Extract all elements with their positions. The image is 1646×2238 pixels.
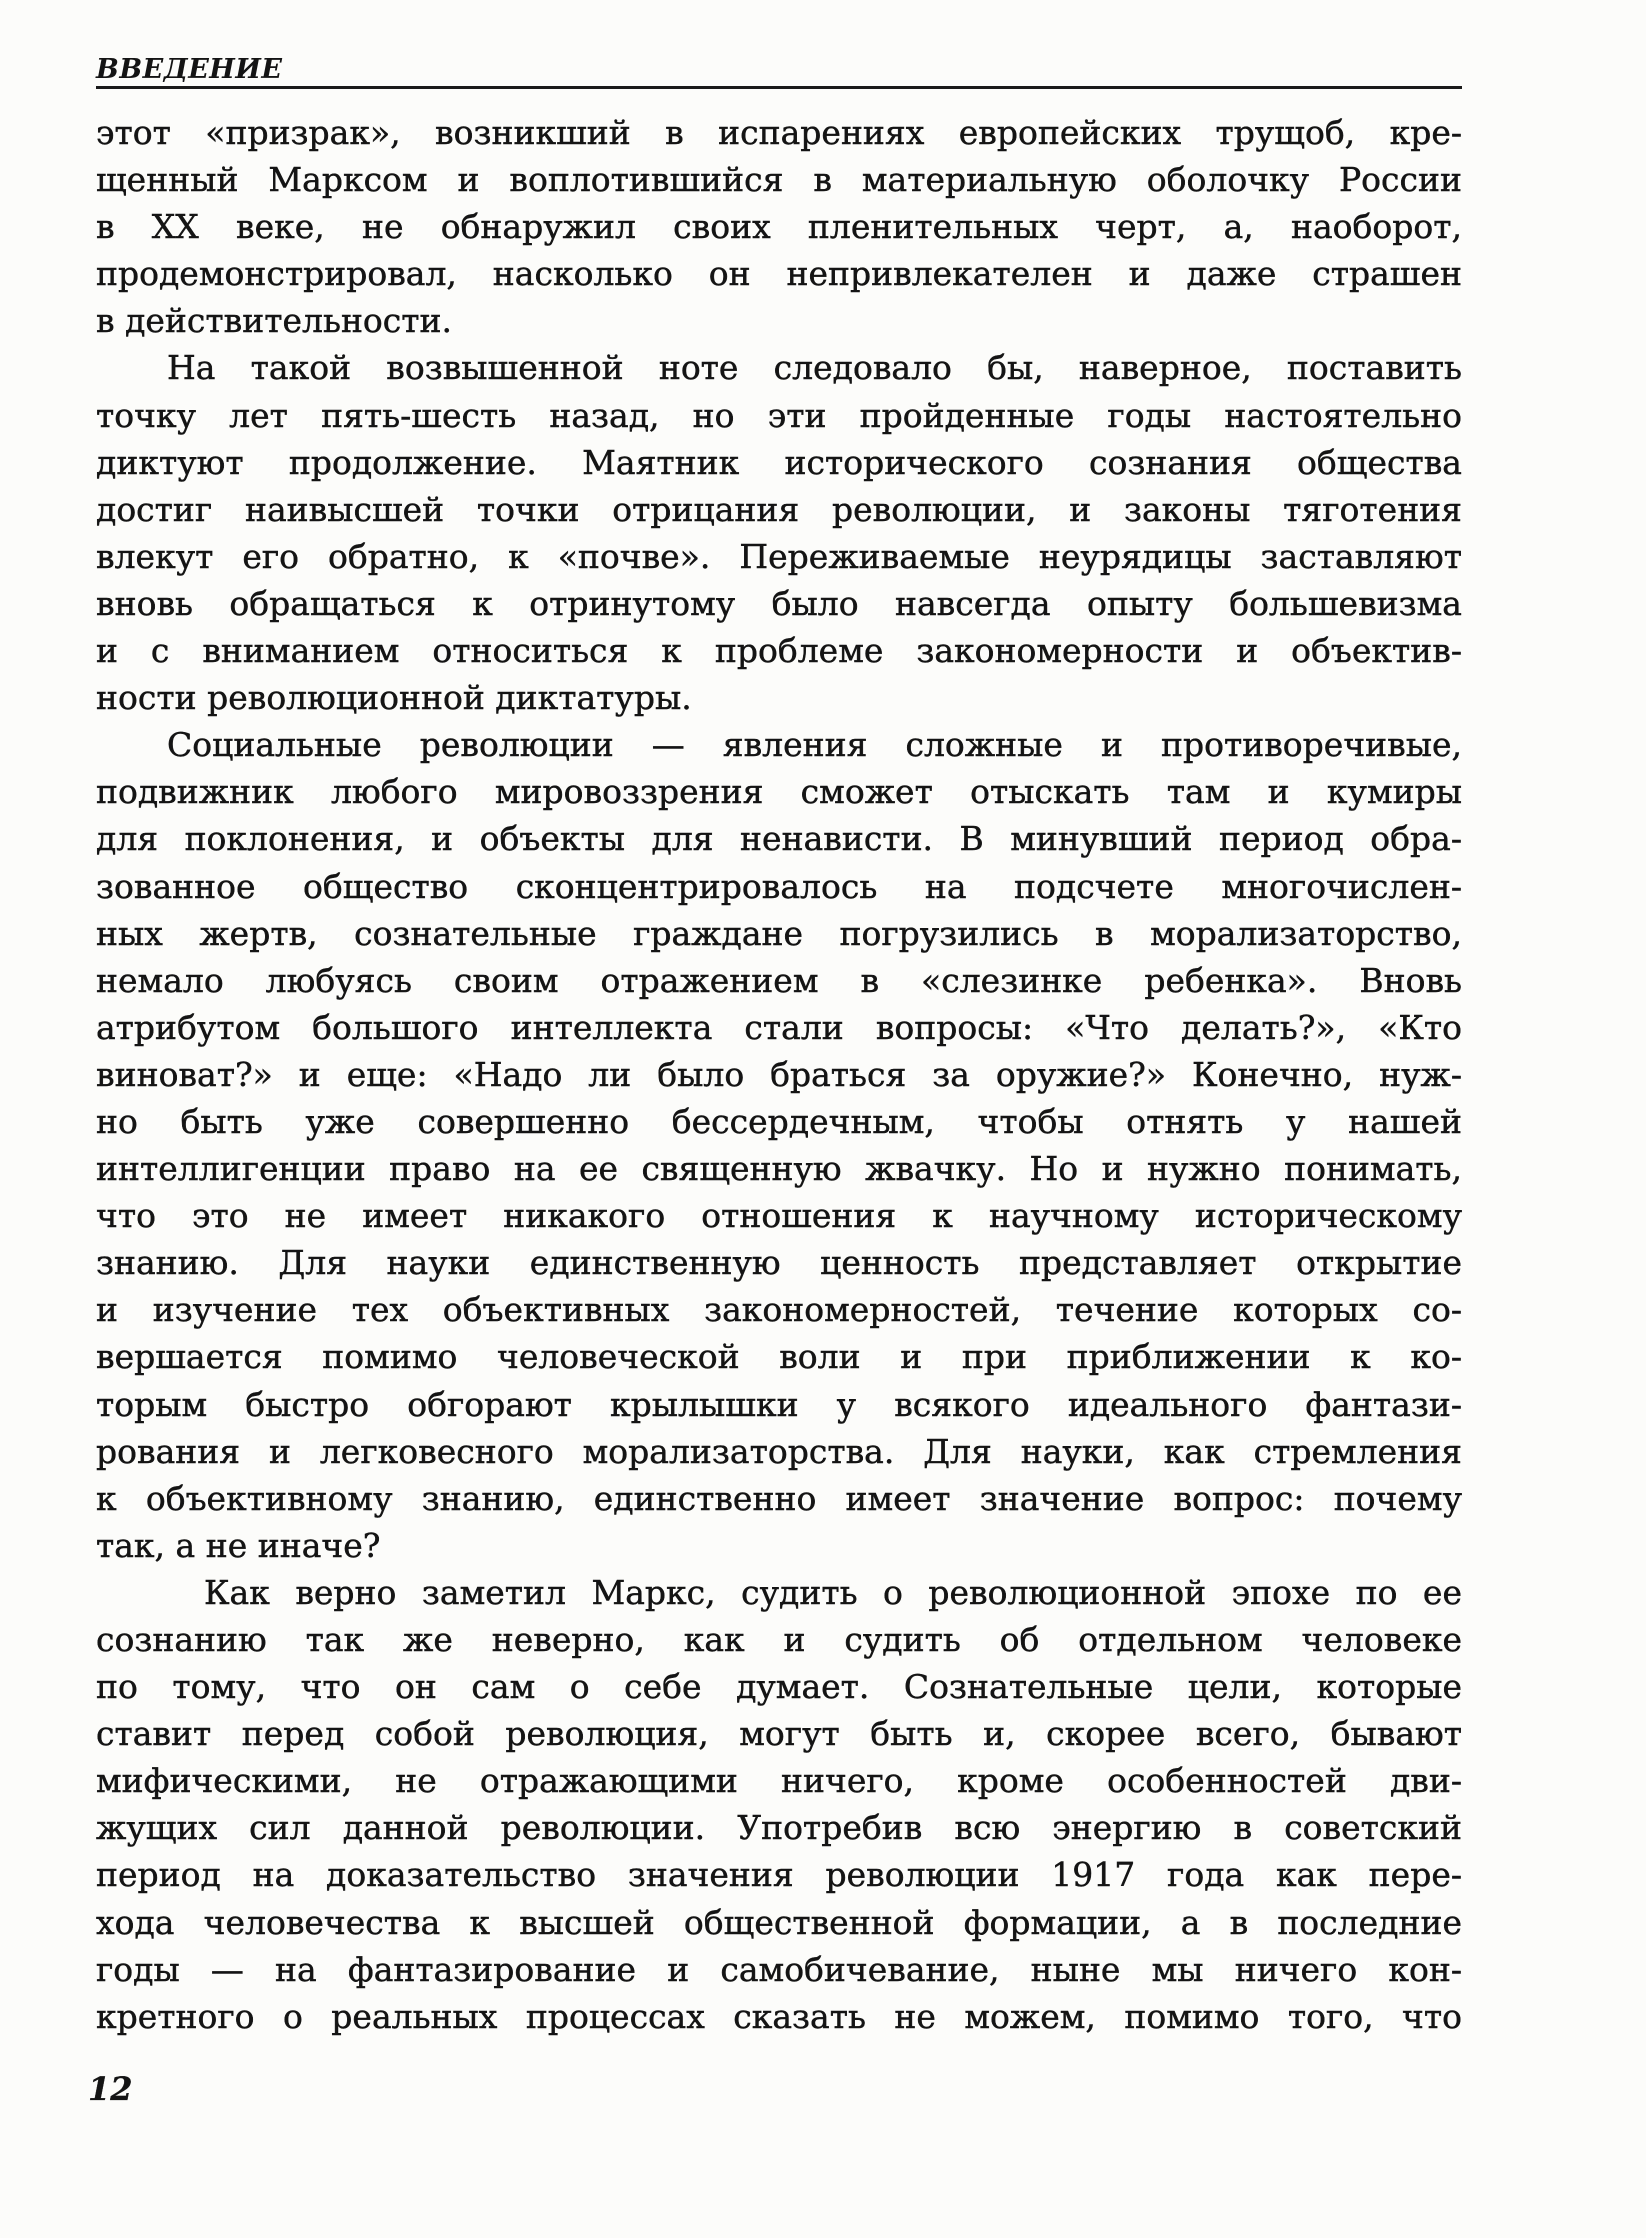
text-line: в XX веке, не обнаружил своих пленительных черт, а, наоборот, [96,207,1462,247]
text-line: что это не имеет никакого отношения к научному историческому [96,1196,1462,1236]
header-rule [96,86,1462,89]
running-head: ВВЕДЕНИЕ [96,54,283,85]
text-line: ности революционной диктатуры. [96,678,692,718]
text-line: к объективному знанию, единственно имеет значение вопрос: почему [96,1478,1462,1518]
text-line: диктуют продолжение. Маятник исторического сознания общества [96,442,1462,482]
text-line: для поклонения, и объекты для ненависти. В минувший период обра- [96,819,1462,859]
text-line: ных жертв, сознательные граждане погрузились в морализаторство, [96,913,1462,953]
paragraph [96,109,1462,344]
text-line: Как верно заметил Маркс, судить о революционной эпохе по ее [204,1572,1462,1612]
text-line: вновь обращаться к отринутому было навсегда опыту большевизма [96,583,1462,623]
text-line: жущих сил данной революции. Употребив всю энергию в советский [96,1808,1462,1848]
text-line: но быть уже совершенно бессердечным, чтобы отнять у нашей [96,1101,1462,1141]
text-line: этот «призрак», возникший в испарениях европейских трущоб, кре- [96,113,1462,152]
text-line: достиг наивысшей точки отрицания революции, и законы тяготения [96,489,1462,529]
text-line: вершается помимо человеческой воли и при приближении к ко- [96,1337,1462,1377]
text-line: Социальные революции — явления сложные и противоречивые, [167,725,1462,765]
text-line: кретного о реальных процессах сказать не можем, помимо того, что [96,1996,1462,2036]
text-line: по тому, что он сам о себе думает. Сознательные цели, которые [96,1667,1462,1707]
text-line: и изучение тех объективных закономерностей, течение которых со- [96,1290,1462,1330]
text-line: хода человечества к высшей общественной формации, а в последние [96,1902,1462,1942]
text-line: продемонстрировал, насколько он непривлекателен и даже страшен [96,254,1462,294]
text-line: На такой возвышенной ноте следовало бы, наверное, поставить [167,348,1462,388]
text-line: рования и легковесного морализаторства. Для науки, как стремления [96,1431,1462,1471]
page-number: 12 [88,2070,133,2108]
text-line: интеллигенции право на ее священную жвачку. Но и нужно понимать, [96,1149,1462,1189]
text-line: в действительности. [96,301,453,341]
text-line: точку лет пять-шесть назад, но эти пройденные годы настоятельно [96,395,1462,435]
text-line: торым быстро обгорают крылышки у всякого идеального фантази- [96,1384,1462,1424]
text-line: влекут его обратно, к «почве». Переживаемые неурядицы заставляют [96,536,1462,576]
text-line: сознанию так же неверно, как и судить об отдельном человеке [96,1620,1462,1659]
text-line: и с вниманием относиться к проблеме закономерности и объектив- [96,631,1462,671]
text-line: период на доказательство значения революции 1917 года как пере- [96,1855,1462,1895]
text-line: знанию. Для науки единственную ценность представляет открытие [96,1243,1462,1283]
text-line: подвижник любого мировоззрения сможет отыскать там и кумиры [96,772,1462,812]
text-line: виноват?» и еще: «Надо ли было браться за оружие?» Конечно, нуж- [96,1054,1462,1094]
paragraph [96,344,1462,721]
text-line: мифическими, не отражающими ничего, кроме особенностей дви- [96,1761,1462,1801]
paragraph [96,1569,1462,2040]
text-line: так, а не иначе? [96,1525,381,1565]
text-line: атрибутом большого интеллекта стали вопросы: «Что делать?», «Кто [96,1007,1462,1047]
paragraph [96,721,1462,1569]
text-line: щенный Марксом и воплотившийся в материальную оболочку России [96,160,1462,200]
text-line: годы — на фантазирование и самобичевание, ныне мы ничего кон- [96,1949,1462,1989]
text-line: зованное общество сконцентрировалось на подсчете многочислен- [96,866,1462,906]
text-line: ставит перед собой революция, могут быть и, скорее всего, бывают [96,1714,1462,1754]
text-line: немало любуясь своим отражением в «слезинке ребенка». Вновь [96,960,1462,1000]
body-text [96,109,1462,2040]
